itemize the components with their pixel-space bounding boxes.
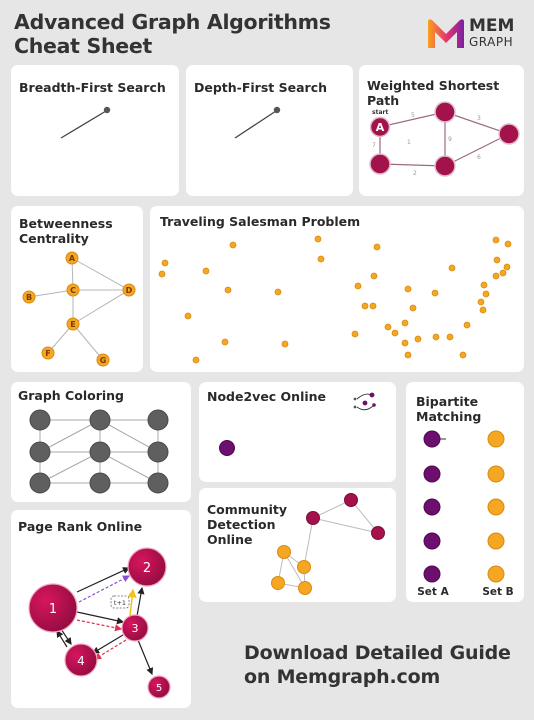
wsp-node — [435, 156, 455, 176]
tsp-city — [478, 299, 484, 305]
betweenness-node-label: D — [125, 286, 133, 295]
coloring-node — [30, 442, 50, 462]
memgraph-logo-icon — [425, 16, 467, 50]
card-bipartite-title-line-1: Bipartite — [416, 394, 479, 409]
betweenness-node-label: B — [25, 293, 33, 302]
community-node — [372, 527, 385, 540]
card-tsp — [150, 206, 524, 372]
betweenness-node-label: C — [70, 286, 76, 295]
tsp-city — [505, 241, 511, 247]
logo-text-mem: MEM — [469, 16, 515, 36]
wsp-weight: 2 — [413, 170, 417, 177]
community-node — [278, 546, 291, 559]
tsp-city — [222, 339, 228, 345]
tsp-graphic — [150, 206, 524, 372]
tsp-city — [370, 303, 376, 309]
card-coloring-title: Graph Coloring — [18, 388, 124, 403]
tsp-city — [449, 265, 455, 271]
tsp-city — [385, 324, 391, 330]
coloring-node — [90, 442, 110, 462]
tsp-city — [371, 273, 377, 279]
wsp-weight: 5 — [411, 112, 415, 119]
card-community-title-line-3: Online — [207, 532, 253, 547]
tsp-city — [362, 303, 368, 309]
tsp-city — [193, 357, 199, 363]
bipartite-set-a-label: Set A — [417, 586, 449, 598]
bipartite-node-set-b — [488, 566, 504, 582]
card-bipartite-matching — [406, 382, 524, 602]
pagerank-node-label: 1 — [48, 602, 58, 617]
pagerank-time-label: t+1 — [113, 599, 127, 607]
page-title-line-1: Advanced Graph Algorithms — [14, 10, 331, 34]
dfs-graphic — [186, 65, 353, 196]
tsp-city — [318, 256, 324, 262]
wsp-weight: 9 — [448, 136, 452, 143]
pagerank-node-label: 5 — [155, 683, 163, 694]
tsp-city — [203, 268, 209, 274]
coloring-node — [90, 473, 110, 493]
card-betweenness-centrality — [11, 206, 143, 372]
tsp-city — [500, 270, 506, 276]
memgraph-logo[interactable] — [425, 14, 525, 50]
tsp-city — [447, 334, 453, 340]
card-bipartite-title-line-2: Matching — [416, 409, 482, 424]
tsp-city — [415, 336, 421, 342]
bipartite-node-set-b — [488, 466, 504, 482]
coloring-node — [30, 410, 50, 430]
pagerank-node-label: 4 — [77, 654, 85, 668]
bipartite-node-set-b — [488, 533, 504, 549]
card-graph-coloring — [11, 382, 191, 502]
wsp-start-node-label: A — [375, 121, 385, 134]
card-dfs-title: Depth-First Search — [194, 80, 328, 95]
card-tsp-title: Traveling Salesman Problem — [160, 214, 361, 229]
tsp-city — [410, 305, 416, 311]
card-node2vec — [199, 382, 396, 482]
card-bfs — [11, 65, 179, 196]
card-weighted-shortest-path — [359, 65, 524, 196]
tsp-city — [480, 307, 486, 313]
tsp-city — [225, 287, 231, 293]
node2vec-node — [220, 441, 235, 456]
bipartite-node-set-a — [424, 431, 440, 447]
card-dfs — [186, 65, 353, 196]
pagerank-node-label: 3 — [131, 622, 139, 635]
bfs-node — [104, 107, 110, 113]
card-community-detection — [199, 488, 396, 602]
tsp-city — [405, 286, 411, 292]
tsp-city — [432, 290, 438, 296]
coloring-node — [148, 473, 168, 493]
bipartite-node-set-a — [424, 466, 440, 482]
tsp-city — [275, 289, 281, 295]
tsp-city — [402, 320, 408, 326]
betweenness-node-label: A — [68, 254, 76, 263]
wsp-weight: 3 — [477, 115, 481, 122]
tsp-city — [493, 237, 499, 243]
logo-text-graph: GRAPH — [469, 35, 514, 49]
tsp-city — [504, 264, 510, 270]
tsp-city — [460, 352, 466, 358]
tsp-city — [493, 273, 499, 279]
tsp-city — [483, 291, 489, 297]
tsp-city — [352, 331, 358, 337]
card-page-rank — [11, 510, 191, 708]
tsp-city — [315, 236, 321, 242]
pagerank-graphic — [11, 510, 191, 708]
bipartite-node-set-a — [424, 533, 440, 549]
tsp-city — [464, 322, 470, 328]
betweenness-node-label: F — [45, 349, 51, 358]
wsp-node — [370, 154, 390, 174]
cta-line-1: Download Detailed Guide — [244, 642, 511, 664]
tsp-city — [433, 334, 439, 340]
community-graphic — [199, 488, 396, 602]
coloring-node — [30, 473, 50, 493]
card-community-title-line-1: Community — [207, 502, 288, 517]
cta-line-2: on Memgraph.com — [244, 666, 441, 688]
wsp-weight: 7 — [372, 142, 376, 149]
wsp-weight: 6 — [477, 154, 481, 161]
wsp-start-label: start — [372, 109, 389, 116]
wsp-weight: 1 — [407, 139, 411, 146]
bipartite-set-b-label: Set B — [482, 586, 514, 598]
tsp-city — [230, 242, 236, 248]
betweenness-graphic — [11, 206, 143, 372]
card-node2vec-title: Node2vec Online — [207, 389, 327, 404]
tsp-city — [481, 282, 487, 288]
tsp-city — [494, 257, 500, 263]
card-community-title-line-2: Detection — [207, 517, 276, 532]
community-node — [298, 561, 311, 574]
community-node — [299, 582, 312, 595]
node2vec-embedding-icon — [354, 393, 376, 410]
tsp-city — [162, 260, 168, 266]
coloring-node — [148, 410, 168, 430]
community-node — [307, 512, 320, 525]
card-betweenness-title-line-2: Centrality — [19, 231, 89, 246]
wsp-node — [435, 102, 455, 122]
tsp-city — [405, 352, 411, 358]
coloring-node — [90, 410, 110, 430]
bfs-graphic — [11, 65, 179, 196]
bipartite-node-set-b — [488, 431, 504, 447]
card-betweenness-title-line-1: Betweenness — [19, 216, 113, 231]
coloring-node — [148, 442, 168, 462]
tsp-city — [392, 330, 398, 336]
page-title — [14, 10, 331, 58]
coloring-graphic — [11, 382, 191, 502]
betweenness-node-label: G — [99, 356, 107, 365]
wsp-graphic — [359, 65, 524, 196]
dfs-node — [274, 107, 280, 113]
wsp-node — [499, 124, 519, 144]
community-node — [272, 577, 285, 590]
bipartite-node-set-a — [424, 566, 440, 582]
community-node — [345, 494, 358, 507]
bipartite-graphic — [406, 382, 524, 602]
node2vec-graphic — [199, 382, 396, 482]
pagerank-node-label: 2 — [142, 561, 152, 576]
download-guide-cta[interactable] — [244, 641, 511, 689]
betweenness-node-label: E — [70, 320, 76, 329]
page-title-line-2: Cheat Sheet — [14, 34, 152, 58]
card-pagerank-title: Page Rank Online — [18, 519, 143, 534]
tsp-city — [355, 283, 361, 289]
tsp-city — [185, 313, 191, 319]
card-bfs-title: Breadth-First Search — [19, 80, 166, 95]
bipartite-node-set-b — [488, 499, 504, 515]
tsp-city — [159, 271, 165, 277]
tsp-city — [374, 244, 380, 250]
tsp-city — [402, 340, 408, 346]
tsp-city — [282, 341, 288, 347]
bipartite-node-set-a — [424, 499, 440, 515]
card-wsp-title: Weighted Shortest Path — [367, 78, 500, 108]
